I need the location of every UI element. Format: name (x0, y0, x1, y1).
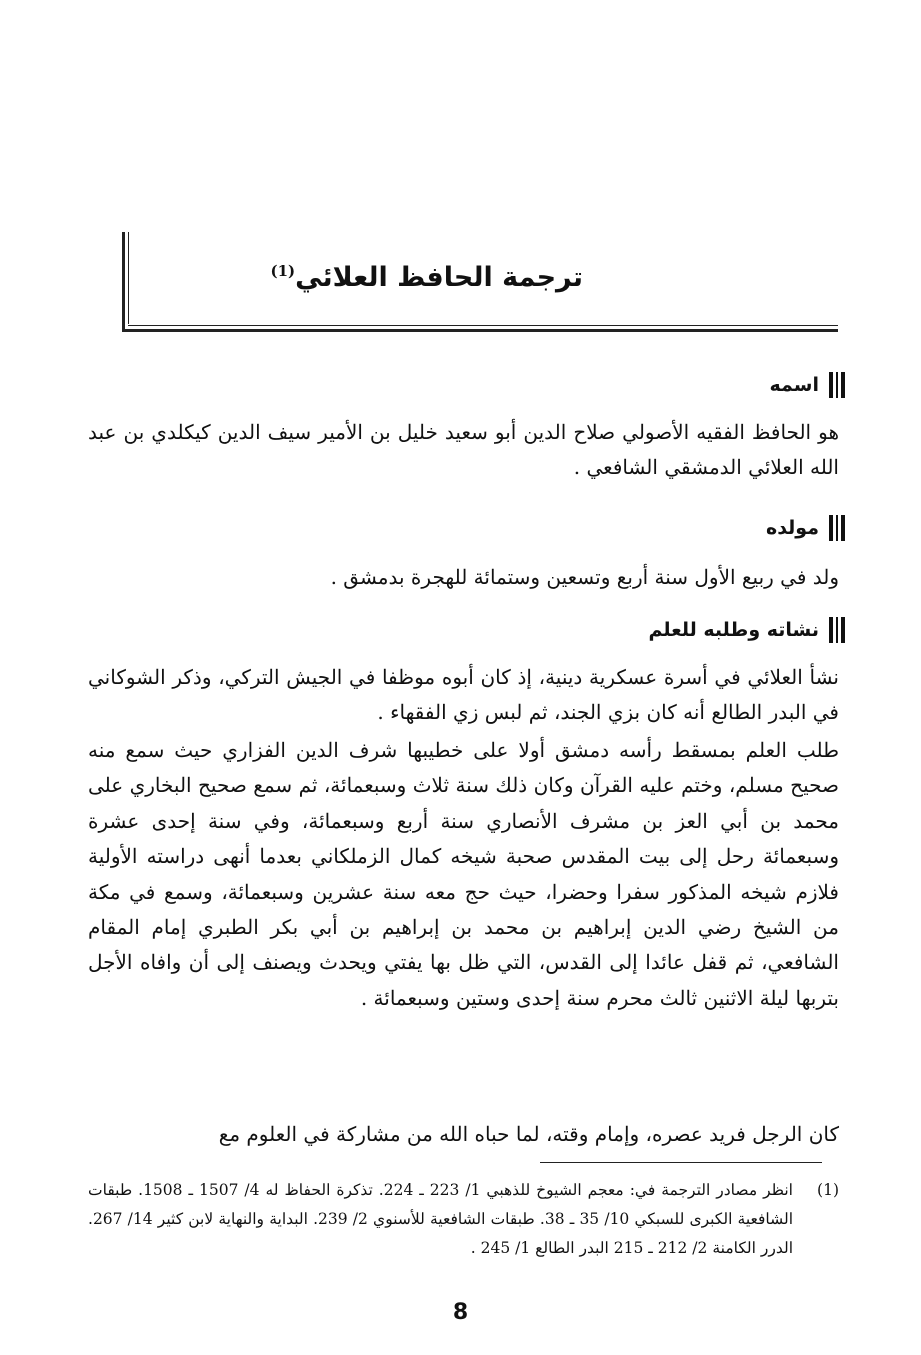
section-heading-label: اسمه (769, 374, 819, 396)
paragraph: كان الرجل فريد عصره، وإمام وقته، لما حباه الله من مشاركة في العلوم مع (218, 1122, 839, 1146)
frame-bottom-rule-inner (128, 325, 838, 326)
section-marker-icon (829, 515, 845, 541)
section-marker-icon (829, 372, 845, 398)
paragraph: ولد في ربيع الأول سنة أربع وتسعين وستمائة للهجرة بدمشق . (330, 565, 839, 589)
section-body-upbringing-1 (88, 660, 839, 731)
frame-left-rule (122, 232, 125, 330)
paragraph: طلب العلم بمسقط رأسه دمشق أولا على خطيبها شرف الدين الفزاري حيث سمع منه صحيح مسلم، وختم عليه القرآن وكان ذلك سنة ثلاث وسبعمائة، ثم سمع صحيح البخاري على محمد بن أبي العز بن مشرف الأنصاري سنة أربع وسبعمائة، وفي سنة إحدى عشرة وسبعمائة رحل إلى بيت المقدس صحبة شيخه كمال الزملكاني بعدما أنهى دراسته الأولية فلازم شيخه المذكور سفرا وحضرا، حيث حج معه سنة عشرين وسبعمائة، وسمع في مكة من الشيخ رضي الدين إبراهيم بن محمد بن إبراهيم بن أبي بكر الطبري إمام المقام الشافعي، ثم قفل عائدا إلى القدس، التي ظل بها يفتي ويحدث ويصنف إلى أن وافاه الأجل بتربها ليلة الاثنين ثالث محرم سنة إحدى وستين وسبعمائة . (88, 738, 839, 1010)
section-heading-name (770, 372, 845, 398)
section-heading-upbringing (649, 617, 846, 643)
title-frame (122, 232, 838, 332)
frame-left-rule-inner (128, 232, 129, 324)
footnote-number: (1) (817, 1181, 839, 1199)
page-title-text: ترجمة الحافظ العلائي (295, 262, 583, 293)
section-body-upbringing-3 (88, 1117, 839, 1152)
footnote (88, 1176, 839, 1263)
section-body-birth (88, 560, 839, 595)
section-heading-label: نشاته وطلبه للعلم (648, 619, 819, 641)
section-body-name (88, 415, 839, 486)
paragraph: نشأ العلائي في أسرة عسكرية دينية، إذ كان أبوه موظفا في الجيش التركي، وذكر الشوكاني في البدر الطالع أنه كان بزي الجند، ثم لبس زي الفقهاء . (88, 665, 839, 725)
footnote-separator (540, 1162, 822, 1163)
section-heading-birth (766, 515, 845, 541)
page-number: 8 (452, 1300, 469, 1325)
title-footnote-marker[interactable]: (1) (270, 262, 296, 280)
frame-bottom-rule (122, 329, 838, 332)
paragraph: هو الحافظ الفقيه الأصولي صلاح الدين أبو سعيد خليل بن الأمير سيف الدين كيكلدي بن عبد الله العلائي الدمشقي الشافعي . (88, 420, 839, 480)
page-title (271, 262, 584, 293)
section-heading-label: مولده (765, 517, 819, 539)
section-marker-icon (829, 617, 845, 643)
footnote-text: انظر مصادر الترجمة في: معجم الشيوخ للذهبي 1/ 223 ـ 224. تذكرة الحفاظ له 4/ 1507 ـ 1508. طبقات الشافعية الكبرى للسبكي 10/ 35 ـ 38. طبقات الشافعية للأسنوي 2/ 239. البداية والنهاية لابن كثير 14/ 267. الدرر الكامنة 2/ 212 ـ 215 البدر الطالع 1/ 245 . (88, 1181, 793, 1257)
section-body-upbringing-2 (88, 733, 839, 1016)
